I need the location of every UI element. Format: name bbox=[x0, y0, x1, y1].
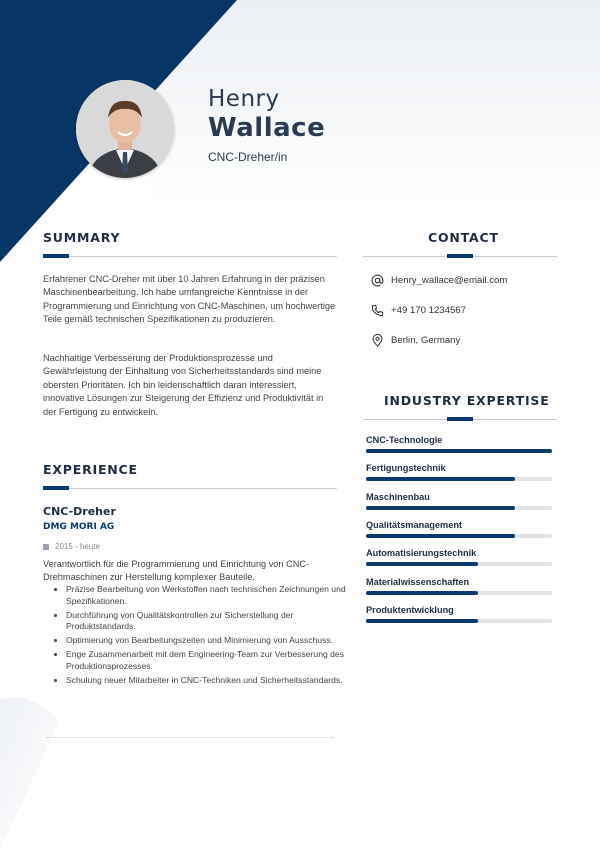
experience-bullet: • Enge Zusammenarbeit mit dem Engineering-Team zur Verbesserung des Produktionsprozesses. bbox=[66, 649, 348, 672]
contact-phone-text: +49 170 1234567 bbox=[391, 304, 466, 316]
skill-bar-track bbox=[366, 562, 552, 566]
skill-bar-track bbox=[366, 619, 552, 623]
skill-label: Materialwissenschaften bbox=[366, 576, 470, 587]
experience-bullet: • Optimierung von Bearbeitungszeiten und Minimierung von Ausschuss. bbox=[66, 635, 348, 647]
experience-heading: EXPERIENCE bbox=[43, 462, 138, 477]
job-title: CNC-Dreher/in bbox=[208, 150, 288, 164]
skill-item bbox=[366, 548, 552, 566]
at-icon bbox=[371, 274, 384, 287]
skill-label: CNC-Technologie bbox=[366, 435, 443, 445]
skill-bar-fill bbox=[366, 562, 478, 566]
contact-email-text: Henry_wallace@email.com bbox=[391, 274, 508, 286]
last-name: Wallace bbox=[208, 113, 326, 143]
experience-role: CNC-Dreher bbox=[43, 505, 116, 518]
experience-rule bbox=[43, 488, 337, 489]
contact-accent bbox=[447, 254, 473, 258]
experience-dates bbox=[43, 542, 100, 551]
skill-bar-fill bbox=[366, 477, 515, 481]
experience-accent bbox=[43, 486, 69, 490]
skill-bar-track bbox=[366, 506, 552, 510]
skill-bar-fill bbox=[366, 506, 515, 510]
profile-photo bbox=[76, 80, 174, 178]
experience-description: Verantwortlich für die Programmierung und Einrichtung von CNC-Drehmaschinen zur Herstellung komplexer Bauteile. bbox=[43, 559, 310, 582]
skill-item bbox=[366, 577, 552, 595]
summary-paragraph-1: Erfahrener CNC-Dreher mit über 10 Jahren Erfahrung in der präzisen Maschinenbearbeitung. Ich habe umfangreiche Kenntnisse in der Programmierung und Einrichtung von CNC-Maschinen, um hochwertige Teile gemäß technischen Spezifikationen zu produzieren. bbox=[43, 274, 336, 325]
contact-phone[interactable] bbox=[371, 302, 466, 318]
first-name: Henry bbox=[208, 86, 280, 112]
skill-bar-fill bbox=[366, 591, 478, 595]
experience-dates-text: 2015 - heute bbox=[55, 542, 100, 551]
skill-bar-track bbox=[366, 477, 552, 481]
experience-bullet: • Durchführung von Qualitätskontrollen zur Sicherstellung der Produktstandards. bbox=[66, 610, 348, 633]
summary-accent bbox=[43, 254, 69, 258]
skill-item bbox=[366, 463, 552, 481]
skill-item bbox=[366, 435, 552, 453]
contact-email[interactable] bbox=[371, 272, 507, 288]
skill-label: Produktentwicklung bbox=[366, 604, 454, 615]
experience-bullets bbox=[52, 584, 348, 689]
skill-label: Automatisierungstechnik bbox=[366, 548, 477, 559]
skill-bar-fill bbox=[366, 449, 552, 453]
section-divider bbox=[46, 737, 334, 738]
summary-rule bbox=[43, 256, 337, 257]
skill-bar-track bbox=[366, 449, 552, 453]
skill-item bbox=[366, 520, 552, 538]
skill-bar-fill bbox=[366, 619, 478, 623]
contact-heading: CONTACT bbox=[428, 230, 499, 245]
location-pin-icon bbox=[371, 334, 384, 347]
contact-location bbox=[371, 332, 460, 348]
summary-paragraph-2: Nachhaltige Verbesserung der Produktionsprozesse und Gewährleistung der Einhaltung von Sicherheitsstandards sind meine obersten Prioritäten. Ich bin leidenschaftlich daran interessiert, innovative Lösungen zur Steigerung der Effizienz und Produktivität in der Fertigung zu entwickeln. bbox=[43, 353, 324, 417]
skill-item bbox=[366, 605, 552, 623]
experience-bullet: • Schulung neuer Mitarbeiter in CNC-Techniken und Sicherheitsstandards. bbox=[66, 675, 348, 687]
experience-company: DMG MORI AG bbox=[43, 522, 115, 532]
calendar-icon bbox=[43, 544, 49, 550]
expertise-accent bbox=[447, 417, 473, 421]
skill-bar-fill bbox=[366, 534, 515, 538]
skill-label: Qualitätsmanagement bbox=[366, 519, 462, 530]
skill-label: Maschinenbau bbox=[366, 491, 430, 502]
skill-bar-track bbox=[366, 591, 552, 595]
skill-item bbox=[366, 492, 552, 510]
experience-bullet: • Präzise Bearbeitung von Werkstoffen nach technischen Zeichnungen und Spezifikationen. bbox=[66, 584, 348, 607]
skill-bar-track bbox=[366, 534, 552, 538]
phone-icon bbox=[371, 304, 384, 317]
summary-heading: SUMMARY bbox=[43, 230, 121, 245]
contact-location-text: Berlin, Germany bbox=[391, 334, 461, 346]
expertise-heading: INDUSTRY EXPERTISE bbox=[384, 393, 550, 408]
skill-label: Fertigungstechnik bbox=[366, 463, 446, 474]
